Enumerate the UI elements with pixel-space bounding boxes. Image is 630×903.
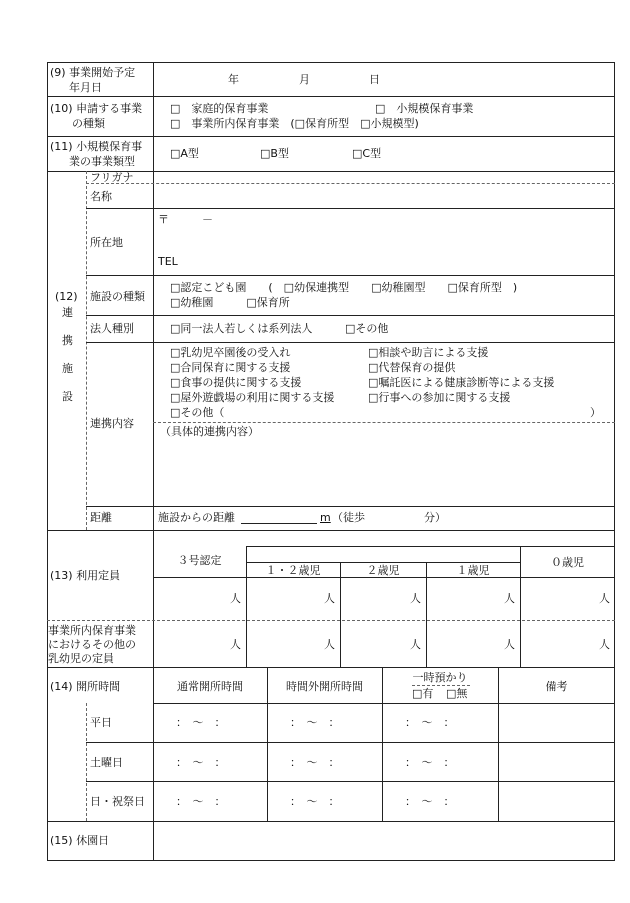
- s12-coop-label: 連携内容: [90, 417, 134, 430]
- office-count[interactable]: 人: [504, 638, 515, 651]
- s14-temp-no-checkbox[interactable]: □無: [446, 687, 468, 700]
- s12-coop-option[interactable]: □嘱託医による健康診断等による支援: [368, 376, 555, 389]
- office-count[interactable]: 人: [410, 638, 421, 651]
- s12-distance-prefix: 施設からの距離: [158, 511, 235, 524]
- s11-label-line1: (11) 小規模保育事: [50, 140, 143, 153]
- office-label-line2: におけるその他の: [48, 638, 136, 651]
- s12-name-label: 名称: [90, 190, 112, 203]
- s12-coop-detail-field[interactable]: [154, 440, 614, 505]
- s13-header-age0: ０歳児: [551, 556, 584, 569]
- dashed-divider: [153, 422, 615, 423]
- s12-facility-type-label: 施設の種類: [90, 290, 145, 303]
- row-divider: [86, 208, 615, 209]
- s12-label-char: 携: [62, 334, 73, 347]
- office-count[interactable]: 人: [324, 638, 335, 651]
- s12-tel-label[interactable]: TEL: [158, 255, 178, 268]
- s13-count-age2[interactable]: 人: [410, 592, 421, 605]
- s13-label: (13) 利用定員: [50, 569, 121, 582]
- s9-year-text[interactable]: 年: [228, 73, 239, 86]
- s14-header-temp: 一時預かり: [412, 671, 468, 684]
- s13-col-divider: [246, 546, 247, 620]
- s12-sublabel-divider: [86, 171, 87, 530]
- office-count[interactable]: 人: [599, 638, 610, 651]
- s14-temp-dash: [412, 685, 470, 686]
- s12-label-char: 施: [62, 362, 73, 375]
- s11-type-a-checkbox[interactable]: □A型: [170, 147, 199, 160]
- s14-row-weekday-label: 平日: [90, 716, 112, 729]
- s10-label-line2: の種類: [72, 117, 105, 130]
- row-divider: [47, 530, 615, 531]
- s14-saturday-normal-time[interactable]: ： ～ ：: [176, 756, 226, 769]
- s15-closed-days-field[interactable]: [154, 822, 614, 860]
- s14-weekday-extra-time[interactable]: ： ～ ：: [290, 716, 340, 729]
- office-label-line1: 事業所内保育事業: [48, 624, 136, 637]
- s13-count-age12[interactable]: 人: [324, 592, 335, 605]
- s10-option-workplace-daycare[interactable]: □ 事業所内保育事業 (□保育所型 □小規模型): [170, 117, 419, 130]
- s12-coop-other-close: ）: [590, 406, 601, 419]
- label-column-divider-lower: [153, 530, 154, 861]
- s14-row-saturday-label: 土曜日: [90, 756, 123, 769]
- s13-header-age2: ２歳児: [366, 564, 400, 577]
- s12-label-char: 設: [62, 390, 73, 403]
- s12-distance-unit: m: [320, 511, 331, 524]
- s15-label: (15) 休園日: [50, 834, 110, 847]
- row-divider: [47, 96, 615, 97]
- s13-count-age1[interactable]: 人: [504, 592, 515, 605]
- s14-col-divider: [382, 667, 383, 821]
- row-divider: [47, 136, 615, 137]
- s10-option-family-daycare[interactable]: □ 家庭的保育事業: [170, 102, 269, 115]
- row-divider: [47, 667, 615, 668]
- s12-walk-label: （徒歩: [332, 511, 365, 524]
- s12-distance-field[interactable]: [241, 523, 317, 524]
- s10-label-line1: (10) 申請する事業: [50, 102, 143, 115]
- s13-count-age0[interactable]: 人: [599, 592, 610, 605]
- s9-label-line1: (9) 事業開始予定: [50, 66, 136, 79]
- s12-coop-option[interactable]: □乳幼児卒園後の受入れ: [170, 346, 291, 359]
- s13-header-age1: １歳児: [456, 564, 490, 577]
- row-divider: [86, 315, 615, 316]
- s14-holiday-extra-time[interactable]: ： ～ ：: [290, 795, 340, 808]
- s13-count-3go[interactable]: 人: [230, 592, 241, 605]
- s12-postal-code[interactable]: 〒 －: [158, 213, 213, 226]
- s14-holiday-normal-time[interactable]: ： ～ ：: [176, 795, 226, 808]
- s14-holiday-temp-time[interactable]: ： ～ ：: [405, 795, 455, 808]
- s14-header-extra: 時間外開所時間: [286, 680, 363, 693]
- office-count[interactable]: 人: [230, 638, 241, 651]
- s12-name-field[interactable]: [154, 184, 614, 207]
- s12-corp-type-label: 法人種別: [90, 322, 134, 335]
- row-divider: [86, 275, 615, 276]
- s14-temp-yes-checkbox[interactable]: □有: [412, 687, 434, 700]
- s9-label-line2: 年月日: [69, 81, 102, 94]
- s12-corp-same-checkbox[interactable]: □同一法人若しくは系列法人: [170, 322, 313, 335]
- row-divider: [86, 506, 615, 507]
- s11-type-c-checkbox[interactable]: □C型: [352, 147, 382, 160]
- s14-sublabel-divider: [86, 703, 87, 821]
- s12-coop-option[interactable]: □屋外遊戯場の利用に関する支援: [170, 391, 335, 404]
- s13-header-age12: １・２歳児: [265, 564, 321, 577]
- s13-subheader-line: [246, 562, 520, 563]
- s14-label: (14) 開所時間: [50, 680, 121, 693]
- s12-coop-option[interactable]: □代替保育の提供: [368, 361, 456, 374]
- row-divider: [86, 742, 615, 743]
- s12-address-label: 所在地: [90, 236, 123, 249]
- s12-coop-detail-label: （具体的連携内容）: [160, 425, 259, 438]
- s14-weekday-temp-time[interactable]: ： ～ ：: [405, 716, 455, 729]
- s14-row-holiday-label: 日・祝祭日: [90, 795, 145, 808]
- s14-weekday-normal-time[interactable]: ： ～ ：: [176, 716, 226, 729]
- s12-label-char: 連: [62, 306, 73, 319]
- s12-facility-type-options-1[interactable]: □認定こども園 ( □幼保連携型 □幼稚園型 □保育所型 ): [170, 281, 518, 294]
- s12-corp-other-checkbox[interactable]: □その他: [345, 322, 389, 335]
- s10-option-small-daycare[interactable]: □ 小規模保育事業: [375, 102, 474, 115]
- s12-coop-option[interactable]: □相談や助言による支援: [368, 346, 489, 359]
- s12-label-num: (12): [55, 290, 78, 303]
- s12-walk-minutes: 分）: [424, 511, 446, 524]
- s13-header-3go: ３号認定: [177, 554, 222, 567]
- s12-coop-other-checkbox[interactable]: □その他（: [170, 406, 225, 419]
- dashed-divider: [47, 620, 615, 621]
- row-divider: [86, 781, 615, 782]
- s14-header-notes: 備考: [545, 680, 568, 693]
- s12-coop-option[interactable]: □合同保育に関する支援: [170, 361, 291, 374]
- s9-month-text[interactable]: 月: [299, 73, 310, 86]
- office-label-line3: 乳幼児の定員: [48, 652, 114, 665]
- s12-facility-type-options-2[interactable]: □幼稚園 □保育所: [170, 296, 290, 309]
- s13-header-top-line: [246, 546, 615, 547]
- s12-coop-option[interactable]: □行事への参加に関する支援: [368, 391, 511, 404]
- row-divider: [86, 342, 615, 343]
- s11-type-b-checkbox[interactable]: □B型: [260, 147, 289, 160]
- s14-saturday-extra-time[interactable]: ： ～ ：: [290, 756, 340, 769]
- s12-coop-option[interactable]: □食事の提供に関する支援: [170, 376, 302, 389]
- s14-saturday-temp-time[interactable]: ： ～ ：: [405, 756, 455, 769]
- s11-label-line2: 業の事業類型: [69, 155, 135, 168]
- s9-day-text[interactable]: 日: [369, 73, 380, 86]
- s12-furigana-label: フリガナ: [90, 171, 134, 184]
- s12-distance-label: 距離: [90, 511, 112, 524]
- row-divider: [153, 703, 615, 704]
- s14-header-normal: 通常開所時間: [177, 680, 243, 693]
